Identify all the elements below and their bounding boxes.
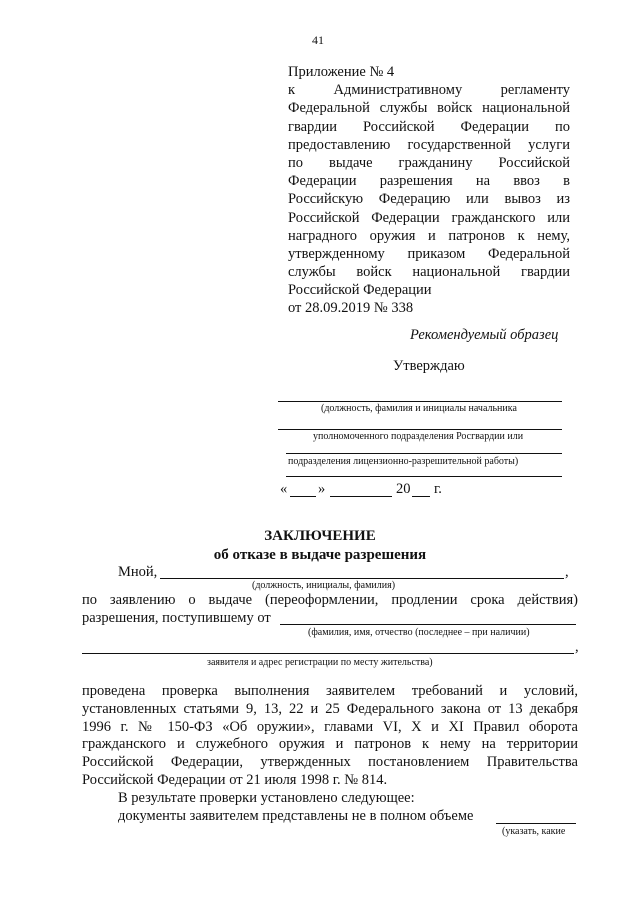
date-year-line[interactable] [412, 496, 430, 497]
inspector-name-line[interactable] [160, 578, 564, 579]
appendix-line: наградного оружия и патронов к нему, [288, 227, 570, 244]
paragraph-line: установленных статьями 9, 13, 22 и 25 Федерального закона от 13 декабря [82, 700, 578, 717]
approve-label: Утверждаю [393, 358, 465, 374]
approver-unit-line[interactable] [278, 429, 562, 430]
date-day-line[interactable] [290, 496, 316, 497]
applicant-comma: , [575, 639, 579, 655]
appendix-line: Приложение № 4 [288, 64, 395, 80]
applicant-address-line[interactable] [82, 653, 574, 654]
check-paragraph [82, 683, 578, 790]
date-quote-open: « [280, 481, 288, 497]
paragraph-line: 1996 г. № 150-ФЗ «Об оружии», главами VI, X и XI Правил оборота [82, 718, 578, 735]
applicant-hint-1: (фамилия, имя, отчество (последнее – при наличии) [308, 627, 530, 638]
approver-hint-3: подразделения лицензионно-разрешительной работы) [288, 456, 519, 467]
missing-documents-hint: (указать, какие [502, 826, 566, 837]
by-me-label: Мной, [118, 564, 158, 580]
application-line-2: разрешения, поступившему от [82, 610, 271, 626]
appendix-line: Российскую Федерацию или вывоз из [288, 191, 570, 208]
inspector-hint: (должность, инициалы, фамилия) [252, 580, 396, 591]
appendix-line: гвардии Российской Федерации по [288, 118, 570, 135]
recommended-sample-label: Рекомендуемый образец [410, 327, 559, 343]
appendix-line: Российской Федерации [288, 282, 432, 299]
date-quote-close: » [318, 481, 326, 497]
appendix-line: утвержденному приказом Федеральной [288, 245, 570, 262]
appendix-line: от 28.09.2019 № 338 [288, 300, 414, 317]
date-month-line[interactable] [330, 496, 392, 497]
paragraph-line: Российской Федерации, утвержденных постановлением Правительства [82, 754, 578, 771]
document-title: ЗАКЛЮЧЕНИЕ [264, 528, 376, 544]
appendix-block [288, 63, 570, 318]
approver-position-line[interactable] [278, 401, 562, 402]
approver-department-line[interactable] [286, 453, 562, 454]
by-me-comma: , [565, 564, 569, 580]
date-year-suffix: г. [434, 481, 442, 497]
applicant-hint-2: заявителя и адрес регистрации по месту жительства) [207, 657, 433, 668]
approver-signature-line[interactable] [286, 476, 562, 477]
appendix-line: по выдаче гражданину Российской [288, 154, 570, 171]
appendix-line: к Административному регламенту [288, 82, 570, 99]
missing-documents-line[interactable] [496, 823, 576, 824]
document-subtitle: об отказе в выдаче разрешения [213, 547, 427, 563]
paragraph-line: Российской Федерации от 21 июля 1998 г. № 814. [82, 771, 388, 788]
application-line-1: по заявлению о выдаче (переоформлении, продлении срока действия) [82, 592, 578, 608]
approver-hint-2: уполномоченного подразделения Росгвардии или [313, 431, 524, 442]
appendix-line: Российской Федерации гражданского или [288, 209, 570, 226]
paragraph-line: проведена проверка выполнения заявителем требований и условий, [82, 683, 578, 699]
approver-hint-1: (должность, фамилия и инициалы начальника [321, 403, 517, 414]
applicant-name-line[interactable] [280, 624, 576, 625]
date-year-prefix: 20 [396, 481, 411, 497]
page-number: 41 [312, 33, 324, 47]
appendix-line: Федерации разрешения на ввоз в [288, 173, 570, 190]
paragraph-line: гражданского и служебного оружия и патронов к нему на территории [82, 736, 578, 753]
result-line-2: документы заявителем представлены не в полном объеме [118, 808, 474, 824]
appendix-line: предоставлению государственной услуги [288, 136, 570, 153]
appendix-line: службы войск национальной гвардии [288, 264, 570, 281]
appendix-line: Федеральной службы войск национальной [288, 100, 570, 117]
result-line-1: В результате проверки установлено следующее: [118, 790, 415, 806]
